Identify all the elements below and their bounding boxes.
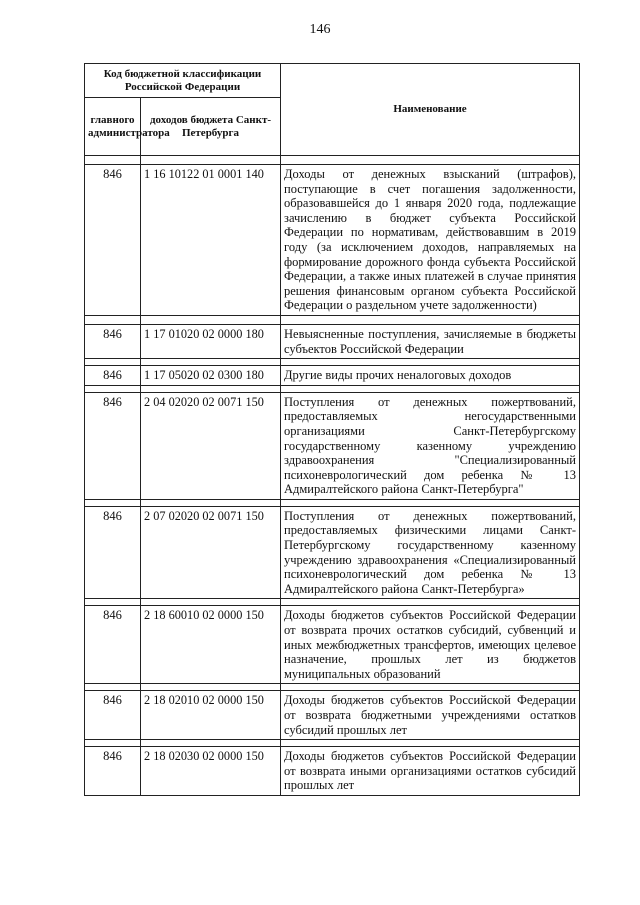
row-gap [85,315,580,324]
table-row [85,747,580,796]
table-row [85,506,580,599]
row-gap [85,385,580,392]
table-row [85,392,580,499]
table-row [85,366,580,386]
table-row [85,324,580,358]
cell-admin-code: 846 [85,392,141,499]
row-gap [85,156,580,165]
cell-admin-code: 846 [85,366,141,386]
cell-admin-code: 846 [85,747,141,796]
table-row [85,165,580,316]
cell-admin-code: 846 [85,324,141,358]
cell-name: Доходы от денежных взысканий (штрафов), поступающие в счет погашения задолженности, образовавшейся до 1 января 2020 года, подлежащие зачислению в бюджет субъекта Российской Федерации по нормативам, действовавшим в 2019 году (за исключением доходов, направляемых на формирование дорожного фонда субъекта Российской Федерации, а также иных платежей в случае принятия решения финансовым органом субъекта Российской Федерации о раздельном учете задолженности) [281,165,580,316]
row-gap [85,359,580,366]
cell-admin-code: 846 [85,606,141,684]
cell-income-code: 2 18 60010 02 0000 150 [141,606,281,684]
cell-name: Доходы бюджетов субъектов Российской Федерации от возврата иными организациями остатков субсидий прошлых лет [281,747,580,796]
cell-income-code: 1 17 05020 02 0300 180 [141,366,281,386]
cell-income-code: 2 07 02020 02 0071 150 [141,506,281,599]
row-gap [85,599,580,606]
header-classification-code: Код бюджетной классификации Российской Федерации [85,64,281,98]
cell-income-code: 2 18 02030 02 0000 150 [141,747,281,796]
cell-name: Доходы бюджетов субъектов Российской Федерации от возврата бюджетными учреждениями остатков субсидий прошлых лет [281,691,580,740]
row-gap [85,499,580,506]
header-admin: главного администратора [85,98,141,156]
cell-name: Доходы бюджетов субъектов Российской Федерации от возврата прочих остатков субсидий, субвенций и иных межбюджетных трансфертов, имеющих целевое назначение, прошлых лет из бюджетов муниципальных образований [281,606,580,684]
cell-name: Поступления от денежных пожертвований, предоставляемых негосударственными организациями Санкт-Петербургскому государственному казенному учреждению здравоохранения "Специализированный психоневрологический дом ребенка № 13 Адмиралтейского района Санкт-Петербурга" [281,392,580,499]
cell-admin-code: 846 [85,506,141,599]
row-gap [85,684,580,691]
cell-name: Поступления от денежных пожертвований, предоставляемых физическими лицами Санкт-Петербургскому государственному казенному учреждению здравоохранения «Специализированный психоневрологический дом ребенка № 13 Адмиралтейского района Санкт-Петербурга» [281,506,580,599]
header-income: доходов бюджета Санкт-Петербурга [141,98,281,156]
cell-income-code: 2 04 02020 02 0071 150 [141,392,281,499]
cell-admin-code: 846 [85,691,141,740]
cell-income-code: 1 17 01020 02 0000 180 [141,324,281,358]
row-gap [85,740,580,747]
cell-income-code: 2 18 02010 02 0000 150 [141,691,281,740]
table-row [85,691,580,740]
page-number: 146 [309,22,331,37]
cell-name: Другие виды прочих неналоговых доходов [281,366,580,386]
cell-name: Невыясненные поступления, зачисляемые в бюджеты субъектов Российской Федерации [281,324,580,358]
cell-income-code: 1 16 10122 01 0001 140 [141,165,281,316]
header-name: Наименование [281,64,580,156]
table-row [85,606,580,684]
budget-classification-table [84,63,580,796]
cell-admin-code: 846 [85,165,141,316]
